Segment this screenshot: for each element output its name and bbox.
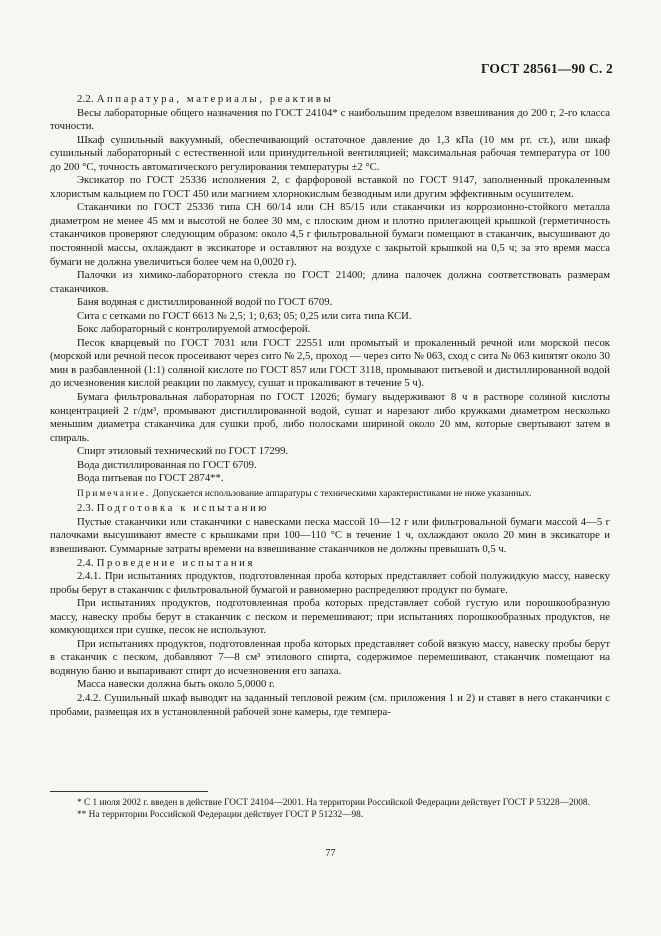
paragraph: Песок кварцевый по ГОСТ 7031 или ГОСТ 22551 или промытый и прокаленный речной или морской песок (морской или речной песок просеивают через сито № 2,5, проход — через сито № 063, сход с сита № 063 кипятят около 30 мин в разбавленной (1:1) соляной кислоте по ГОСТ 857 или ГОСТ 3118, промывают питьевой и дистиллированной водой до исчезновения кислой реакции по лакмусу, сушат и прокаливают в течение 5 ч).: [50, 336, 610, 390]
page-number: 77: [325, 848, 336, 859]
paragraph: Спирт этиловый технический по ГОСТ 17299.: [77, 445, 289, 458]
section-number: 2.2.: [77, 93, 94, 105]
paragraph: При испытаниях продуктов, подготовленная проба которых представляет собой вязкую массу, навеску пробы берут в стаканчик с песком, добавляют 7—8 см³ этилового спирта, содержимое перемешивают, стаканчик помещают на водяную баню и выпаривают спирт до исчезновения его запаха.: [50, 637, 610, 677]
paragraph: Шкаф сушильный вакуумный, обеспечивающий остаточное давление до 1,3 кПа (10 мм рт. ст.), или шкаф сушильный лабораторный с естественной или принудительной вентиляцией; максимальная рабочая температура от 100 до 200 °С, точность автоматического регулирования температуры ±2 °С.: [50, 133, 610, 173]
paragraph: 2.4.1. При испытаниях продуктов, подготовленная проба которых представляет собой полужидкую массу, навеску пробы берут в стаканчик с фильтровальной бумагой и равномерно распределяют продукт по бумаге.: [50, 570, 610, 596]
paragraph: Вода питьевая по ГОСТ 2874**.: [77, 472, 224, 485]
note-text: Допускается использование аппаратуры с техническими характеристиками не ниже указанных.: [152, 488, 532, 499]
note: [50, 488, 610, 501]
paragraph: Сита с сетками по ГОСТ 6613 № 2,5; 1; 0,63; 05; 0,25 или сита типа КСИ.: [77, 309, 412, 322]
section-title: Проведение испытания: [96, 556, 256, 569]
footnote-divider: [50, 791, 208, 792]
paragraph: Вода дистиллированная по ГОСТ 6709.: [77, 458, 257, 471]
paragraph: Пустые стаканчики или стаканчики с навесками песка массой 10—12 г или фильтровальной бумаги массой 4—5 г палочками высушивают вместе с крышками при 100—110 °С в течение 1 ч, охлаждают около 20 мин в эксикаторе и взвешивают. Суммарные затраты времени на взвешивание стаканчиков не должны превышать 0,5 ч.: [50, 515, 610, 555]
paragraph: Масса навески должна быть около 5,0000 г.: [77, 678, 275, 691]
paragraph: Эксикатор по ГОСТ 25336 исполнения 2, с фарфоровой вставкой по ГОСТ 9147, заполненный прокаленным хлористым кальцием по ГОСТ 450 или магнием хлорнокислым безводным или другим эффективным осушителем.: [50, 174, 610, 200]
section-heading-2-3: [50, 502, 610, 516]
page-header: ГОСТ 28561—90 С. 2: [480, 61, 613, 76]
section-title: Аппаратура, материалы, реактивы: [96, 93, 334, 105]
note-label: Примечание.: [77, 488, 151, 499]
paragraph: Палочки из химико-лабораторного стекла по ГОСТ 21400; длина палочек должна соответствовать размерам стаканчиков.: [50, 269, 610, 295]
section-number: 2.4.: [77, 556, 94, 569]
paragraph: Бумага фильтровальная лабораторная по ГОСТ 12026; бумагу выдерживают 8 ч в растворе соляной кислоты концентрацией 2 г/дм³, промывают дистиллированной водой, сушат и нарезают либо кружками диаметром несколько меньшим диаметра стаканчика для сушки проб, либо полосками шириной около 20 мм, которые свертывают затем в спираль.: [50, 391, 610, 444]
section-heading-2-4: [50, 557, 610, 571]
document-body: [50, 93, 610, 719]
footnote: ** На территории Российской Федерации действует ГОСТ Р 51232—98.: [77, 810, 364, 821]
paragraph: Баня водяная с дистиллированной водой по ГОСТ 6709.: [77, 296, 333, 309]
paragraph: Стаканчики по ГОСТ 25336 типа СН 60/14 или СН 85/15 или стаканчики из коррозионно-стойкого металла диаметром не менее 45 мм и высотой не более 30 мм, с плоским дном и плотно прилегающей крышкой (герметичность стаканчиков проверяют следующим образом: около 4,5 г фильтровальной бумаги помещают в стаканчик, высушивают до постоянной массы, охлаждают в эксикаторе и оставляют на воздухе с закрытой крышкой на 0,5 ч; за это время масса бумаги не должна увеличиться более чем на 0,0020 г).: [50, 201, 610, 268]
section-title: Подготовка к испытанию: [96, 502, 269, 515]
footnotes: [50, 797, 610, 822]
section-heading-2-2: [50, 93, 610, 107]
paragraph: Бокс лабораторный с контролируемой атмосферой.: [77, 323, 311, 336]
paragraph: 2.4.2. Сушильный шкаф выводят на заданный тепловой режим (см. приложения 1 и 2) и ставят в него стаканчики с пробами, размещая их в установленной рабочей зоне камеры, где темпера-: [50, 692, 610, 718]
paragraph: Весы лабораторные общего назначения по ГОСТ 24104* с наибольшим пределом взвешивания до 200 г, 2-го класса точности.: [50, 106, 610, 133]
section-number: 2.3.: [77, 502, 94, 515]
footnote: * С 1 июля 2002 г. введен в действие ГОСТ 24104—2001. На территории Российской Федерации действует ГОСТ Р 53228—2008.: [77, 798, 590, 808]
paragraph: При испытаниях продуктов, подготовленная проба которых представляет собой густую или порошкообразную массу, навеску пробы берут в стаканчик с песком и перемешивают; при испытаниях порошкообразных продуктов, не комкующихся при сушке, песок не используют.: [50, 597, 610, 637]
